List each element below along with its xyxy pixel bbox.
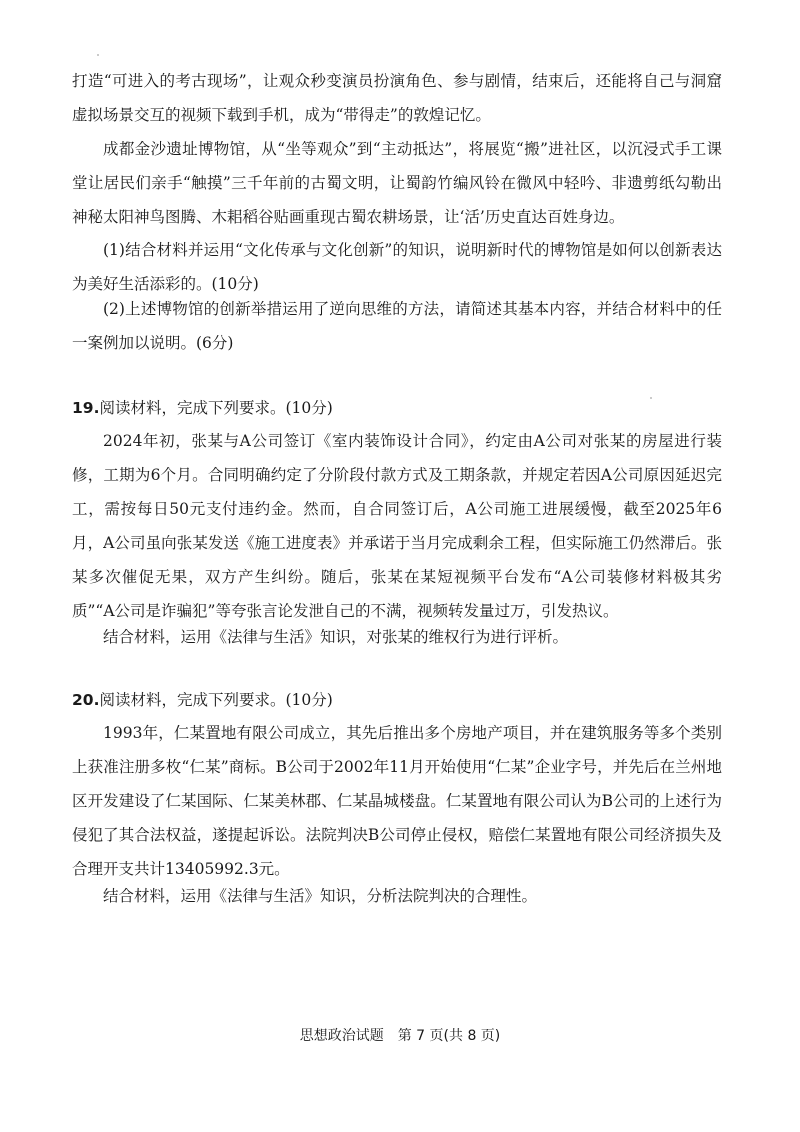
scan-speck <box>97 54 99 56</box>
page-footer: 思想政治试题 第 7 页(共 8 页) <box>299 1028 501 1044</box>
question-20-material: 1993年，仁某置地有限公司成立，其先后推出多个房地产项目，并在建筑服务等多个类别上获准注册多枚“仁某”商标。B公司于2002年11月开始使用“仁某”企业字号，并先后在兰州地区开发建设了仁某国际、仁某美林郡、仁某晶城楼盘。仁某置地有限公司认为B公司的上述行为侵犯了其合法权益，遂提起诉讼。法院判决B公司停止侵权，赔偿仁某置地有限公司经济损失及合理开支共计13405992.3元。 <box>72 724 722 878</box>
material-paragraph-jinsha: 成都金沙遗址博物馆，从“坐等观众”到“主动抵达”，将展览“搬”进社区，以沉浸式手工课堂让居民们亲手“触摸”三千年前的古蜀文明，让蜀韵竹编风铃在微风中轻吟、非遗剪纸勾勒出神秘太阳神鸟图腾、木耜稻谷贴画重现古蜀农耕场景，让‘活’历史直达百姓身边。 <box>72 140 722 226</box>
question-19-requirement: 结合材料，运用《法律与生活》知识，对张某的维权行为进行评析。 <box>103 628 569 646</box>
question-20-requirement: 结合材料，运用《法律与生活》知识，分析法院判决的合理性。 <box>103 887 538 905</box>
question-19-heading-text: 阅读材料，完成下列要求。(10分) <box>99 399 333 417</box>
question-19-material: 2024年初，张某与A公司签订《室内装饰设计合同》，约定由A公司对张某的房屋进行装修，工期为6个月。合同明确约定了分阶段付款方式及工期条款，并规定若因A公司原因延迟完工，需按每日50元支付违约金。然而，自合同签订后，A公司施工进展缓慢，截至2025年6月，A公司虽向张某发送《施工进度表》并承诺于当月完成剩余工程，但实际施工仍然滞后。张某多次催促无果，双方产生纠纷。随后，张某在某短视频平台发布“A公司装修材料极其劣质”“A公司是诈骗犯”等夸张言论发泄自己的不满，视频转发量过万，引发热议。 <box>72 432 722 620</box>
question-18-part1: (1)结合材料并运用“文化传承与文化创新”的知识，说明新时代的博物馆是如何以创新表达为美好生活添彩的。(10分) <box>72 241 722 293</box>
question-20-number: 20. <box>72 691 100 709</box>
question-20-heading <box>72 688 333 712</box>
question-18-part2: (2)上述博物馆的创新举措运用了逆向思维的方法，请简述其基本内容，并结合材料中的任一案例加以说明。(6分) <box>72 300 722 352</box>
scan-speck <box>650 397 652 399</box>
material-paragraph-dunhuang: 打造“可进入的考古现场”，让观众秒变演员扮演角色、参与剧情，结束后，还能将自己与洞窟虚拟场景交互的视频下载到手机，成为“带得走”的敦煌记忆。 <box>72 72 722 124</box>
question-19-number: 19. <box>72 399 100 417</box>
question-19-heading <box>72 396 333 420</box>
question-20-heading-text: 阅读材料，完成下列要求。(10分) <box>99 691 333 709</box>
